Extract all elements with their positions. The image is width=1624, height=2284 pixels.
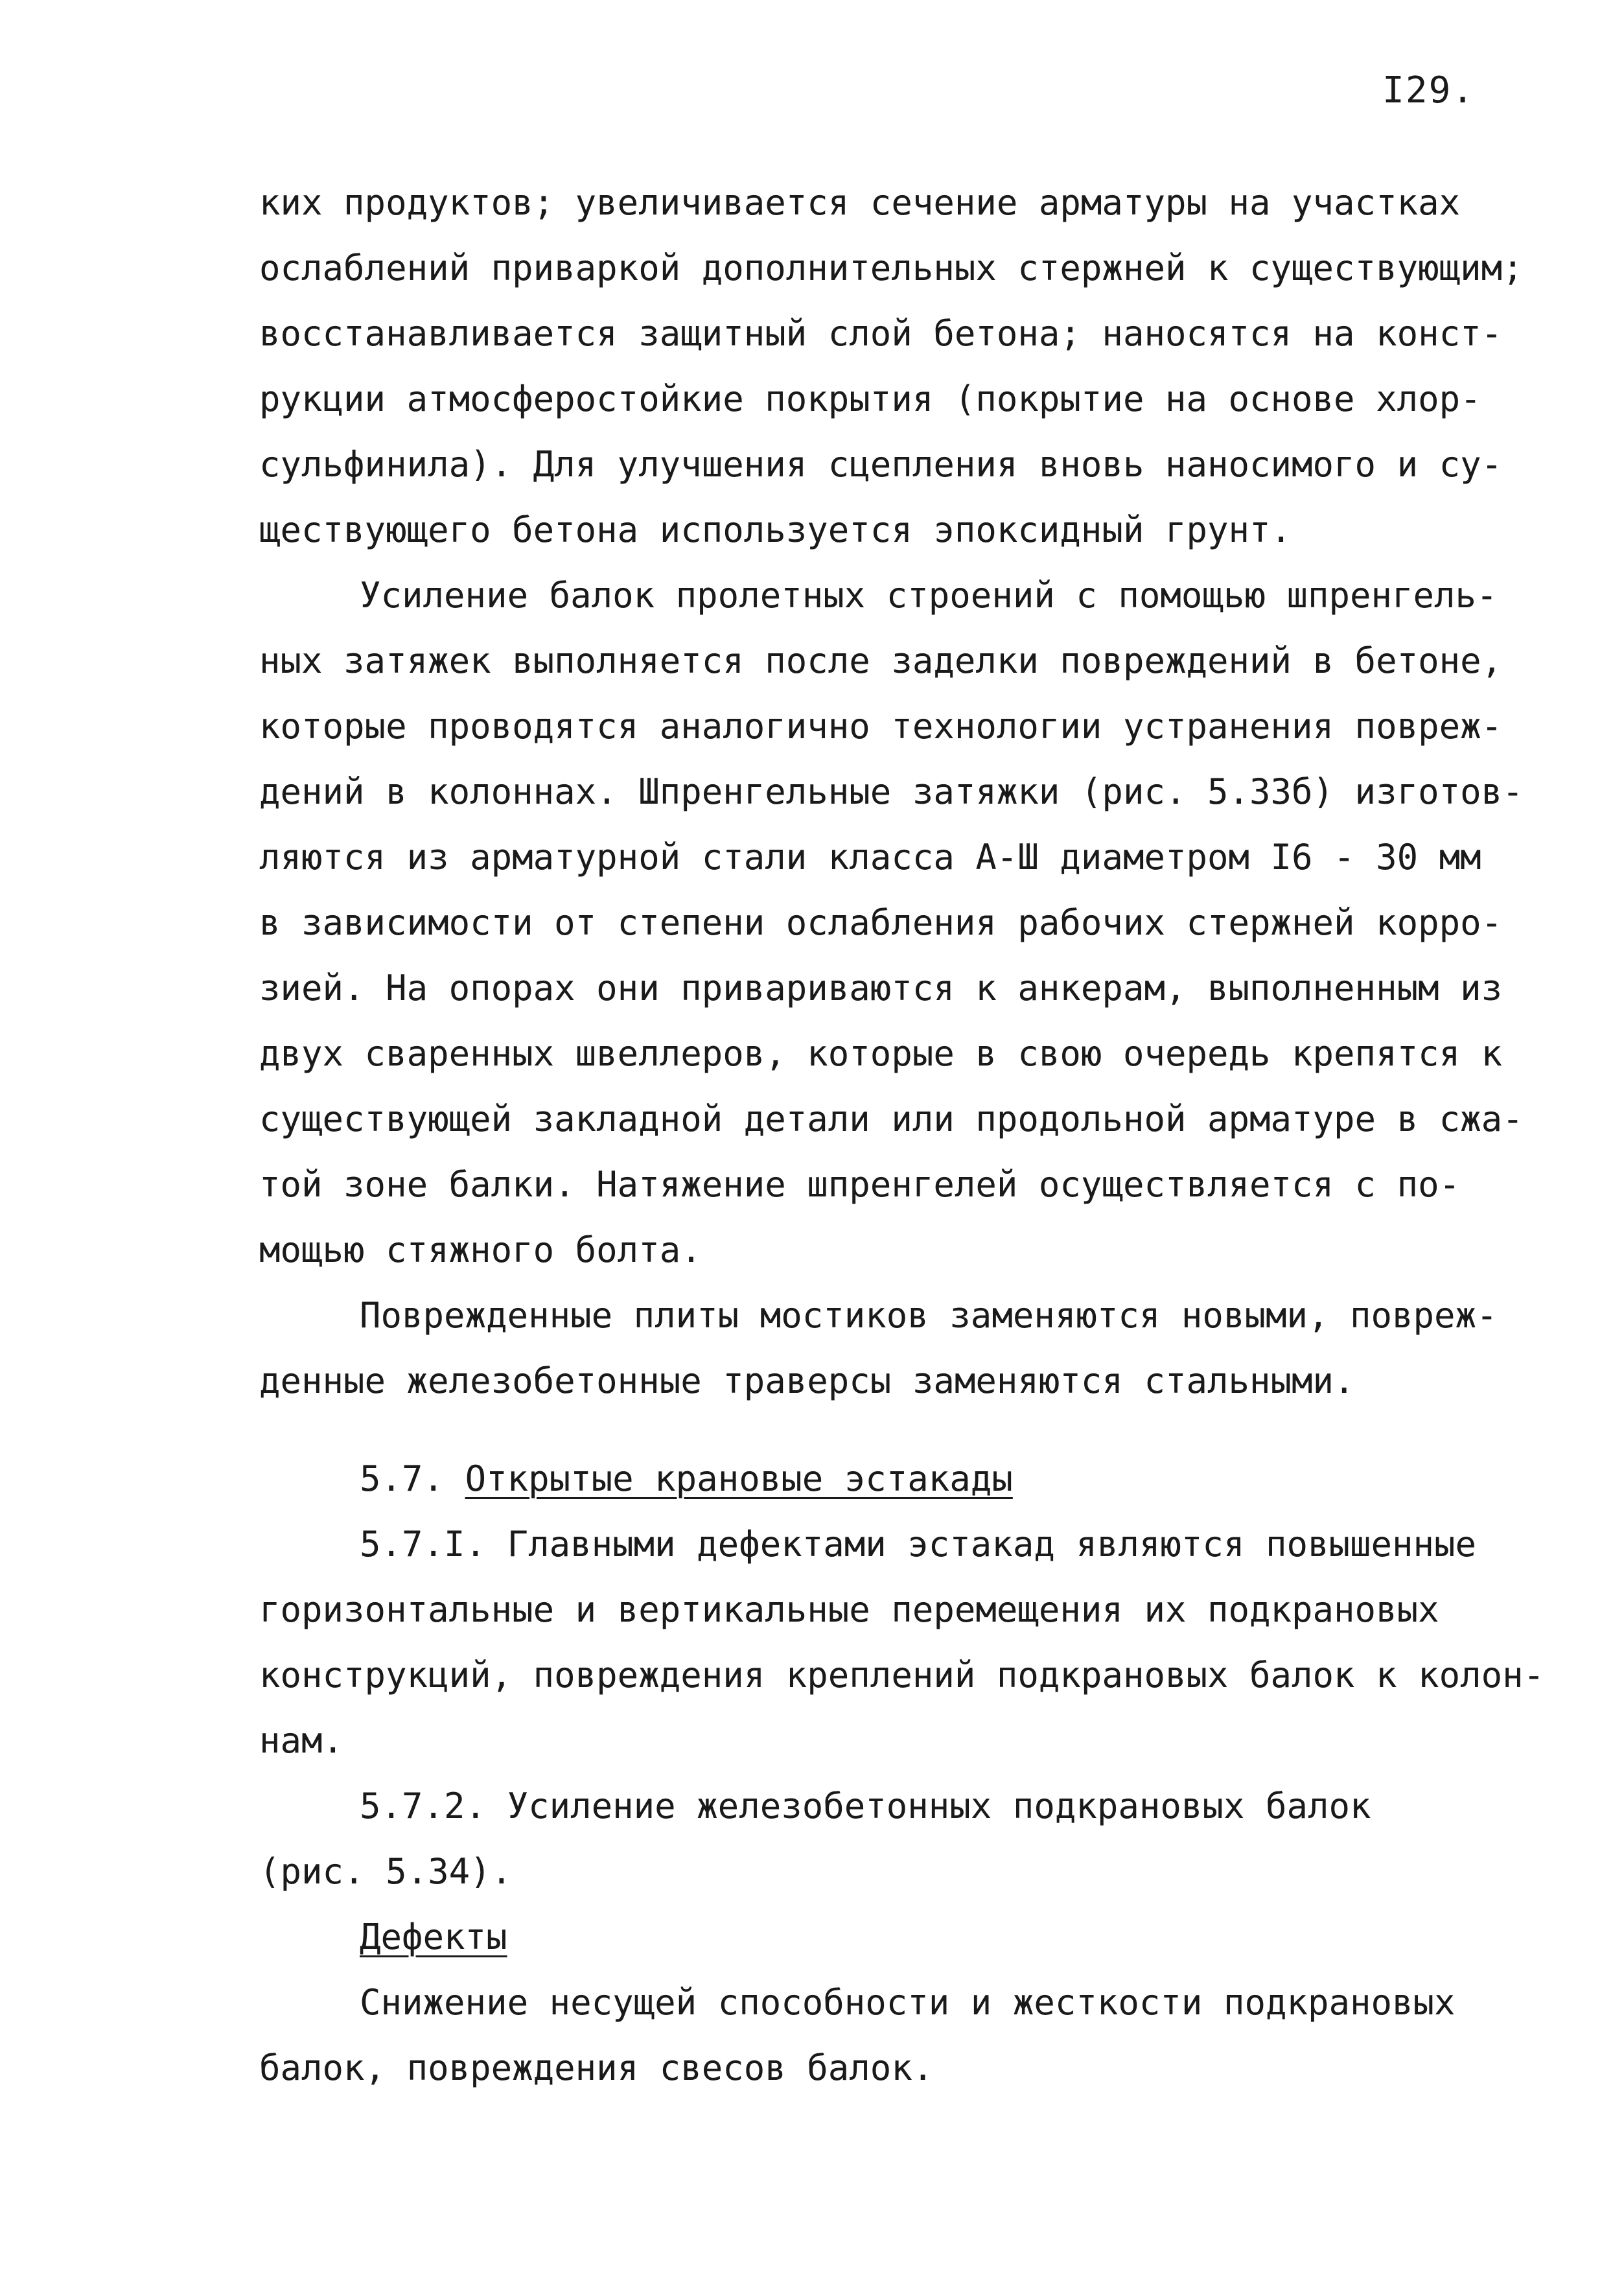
section-gap — [259, 1414, 1491, 1446]
text-line: Поврежденные плиты мостиков заменяются новыми, повреж- — [360, 1295, 1498, 1336]
text-line: ослаблений приваркой дополнительных стержней к существующим; — [259, 248, 1524, 288]
text-line: балок, повреждения свесов балок. — [259, 2047, 934, 2088]
text-line: ных затяжек выполняется после заделки повреждений в бетоне, — [259, 640, 1503, 681]
subsection-5-7-1 — [259, 1511, 1545, 1773]
text-line: зией. На опорах они привариваются к анкерам, выполненным из — [259, 968, 1503, 1008]
text-line: денные железобетонные траверсы заменяются стальными. — [259, 1360, 1355, 1401]
page-number: I29. — [1382, 69, 1475, 111]
text-line: 5.7.2. Усиление железобетонных подкрановых балок — [360, 1786, 1371, 1826]
text-line: ществующего бетона используется эпоксидный грунт. — [259, 509, 1292, 550]
paragraph-continuation — [259, 170, 1524, 563]
text-line: нам. — [259, 1720, 344, 1761]
text-line: Усиление балок пролетных строений с помощью шпренгель- — [360, 575, 1498, 616]
text-line: ляются из арматурной стали класса А-Ш диаметром I6 - 30 мм — [259, 837, 1481, 878]
section-heading — [259, 1446, 1491, 1511]
text-line: в зависимости от степени ослабления рабочих стержней корро- — [259, 902, 1503, 943]
text-line: той зоне балки. Натяжение шпренгелей осуществляется с по- — [259, 1164, 1461, 1205]
text-line: дений в колоннах. Шпренгельные затяжки (рис. 5.33б) изготов- — [259, 771, 1524, 812]
text-line: конструкций, повреждения креплений подкрановых балок к колон- — [259, 1655, 1545, 1696]
text-line: мощью стяжного болта. — [259, 1229, 702, 1270]
text-line: двух сваренных швеллеров, которые в свою очередь крепятся к — [259, 1033, 1503, 1074]
text-line: сульфинила). Для улучшения сцепления вновь наносимого и су- — [259, 444, 1503, 485]
text-line: 5.7.I. Главными дефектами эстакад являются повышенные — [360, 1524, 1477, 1565]
paragraph-replacement — [259, 1283, 1498, 1414]
text-line: (рис. 5.34). — [259, 1851, 513, 1892]
text-line: рукции атмосферостойкие покрытия (покрытие на основе хлор- — [259, 379, 1481, 419]
subsection-5-7-2 — [259, 1773, 1491, 1904]
defects-heading: Дефекты — [360, 1917, 507, 1957]
text-line: которые проводятся аналогично технологии устранения повреж- — [259, 706, 1503, 747]
text-line: Снижение несущей способности и жесткости подкрановых — [360, 1982, 1456, 2023]
defects-paragraph — [259, 1970, 1491, 2101]
text-line: горизонтальные и вертикальные перемещения их подкрановых — [259, 1589, 1439, 1630]
page-body — [259, 170, 1545, 2101]
section-title: Открытые крановые эстакады — [465, 1458, 1013, 1499]
section-number: 5.7. — [360, 1458, 445, 1499]
text-line: существующей закладной детали или продольной арматуре в сжа- — [259, 1099, 1524, 1139]
defects-heading-line — [259, 1904, 1491, 1970]
text-line: восстанавливается защитный слой бетона; наносятся на конст- — [259, 313, 1503, 354]
text-line: ких продуктов; увеличивается сечение арматуры на участках — [259, 182, 1461, 223]
paragraph-beam-reinforcement — [259, 563, 1524, 1283]
